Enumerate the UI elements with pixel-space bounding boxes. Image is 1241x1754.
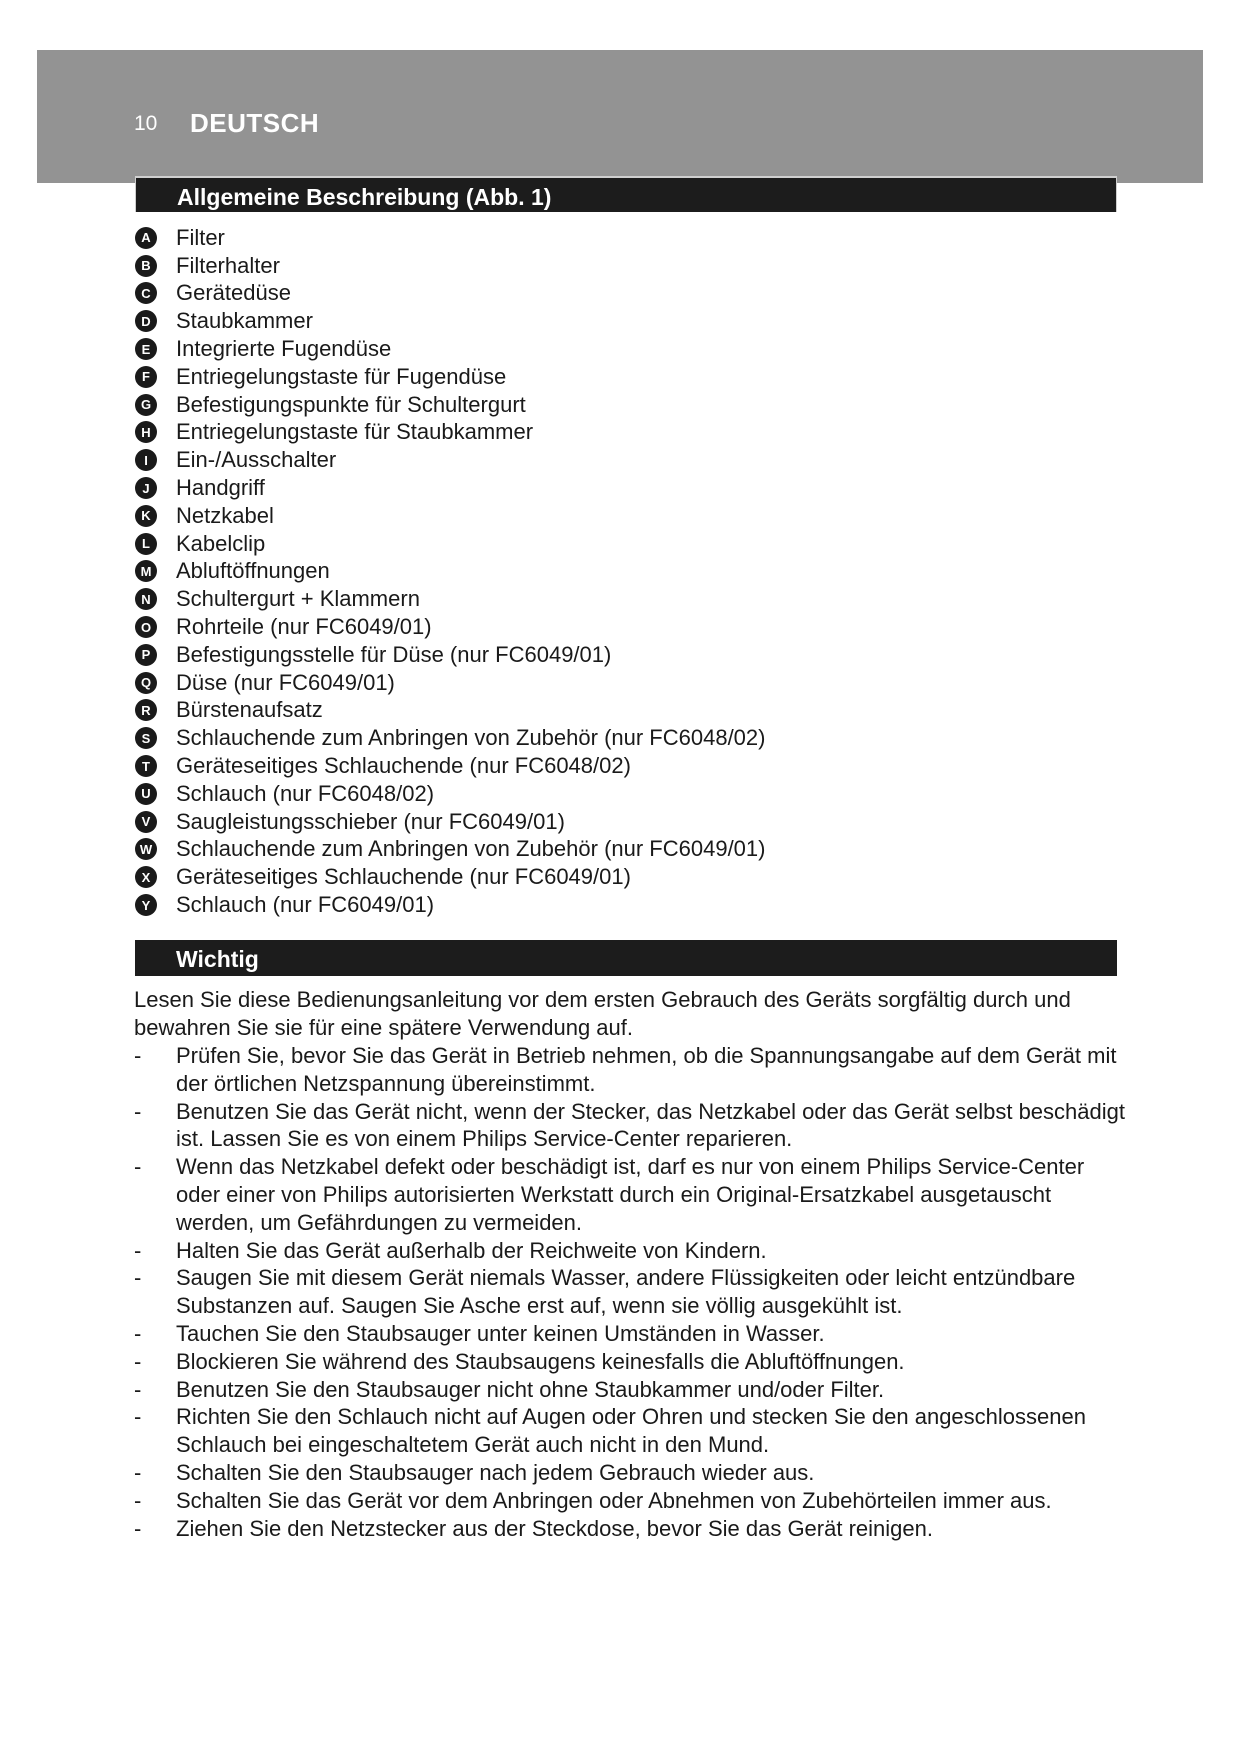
- list-item: [135, 752, 1035, 780]
- warning-item: [134, 1515, 1134, 1543]
- part-label: Gerätedüse: [176, 280, 291, 306]
- bullet-dash: -: [134, 1515, 142, 1541]
- list-item: [135, 641, 1035, 669]
- list-item: [135, 474, 1035, 502]
- bullet-dash: -: [134, 1348, 142, 1374]
- warning-text: Prüfen Sie, bevor Sie das Gerät in Betrieb nehmen, ob die Spannungsangabe auf dem Gerät mit der örtlichen Netzspannung übereinstimmt.: [176, 1043, 1117, 1096]
- bullet-dash: -: [134, 1404, 142, 1430]
- parts-list: [135, 224, 1035, 919]
- letter-badge: L: [135, 533, 157, 555]
- section-header-important: [135, 940, 1117, 976]
- part-label: Schultergurt + Klammern: [176, 586, 420, 612]
- letter-badge: N: [135, 588, 157, 610]
- warning-text: Wenn das Netzkabel defekt oder beschädigt ist, darf es nur von einem Philips Service-Center oder einer von Philips autorisierten Werkstatt durch ein Original-Ersatzkabel ausgetauscht werden, um Gefährdungen zu vermeiden.: [176, 1154, 1085, 1235]
- letter-badge: P: [135, 644, 157, 666]
- part-label: Befestigungspunkte für Schultergurt: [176, 391, 526, 417]
- warning-text: Ziehen Sie den Netzstecker aus der Steckdose, bevor Sie das Gerät reinigen.: [176, 1515, 933, 1541]
- warning-item: [134, 1348, 1134, 1376]
- warning-text: Benutzen Sie den Staubsauger nicht ohne Staubkammer und/oder Filter.: [176, 1376, 885, 1402]
- list-item: [135, 252, 1035, 280]
- part-label: Entriegelungstaste für Fugendüse: [176, 363, 507, 389]
- bullet-dash: -: [134, 1237, 142, 1263]
- part-label: Schlauchende zum Anbringen von Zubehör (nur FC6049/01): [176, 836, 766, 862]
- letter-badge: K: [135, 505, 157, 527]
- part-label: Saugleistungsschieber (nur FC6049/01): [176, 808, 565, 834]
- part-label: Staubkammer: [176, 308, 313, 334]
- part-label: Rohrteile (nur FC6049/01): [176, 614, 432, 640]
- warning-text: Halten Sie das Gerät außerhalb der Reichweite von Kindern.: [176, 1237, 767, 1263]
- warning-item: [134, 1487, 1134, 1515]
- bullet-dash: -: [134, 1320, 142, 1346]
- letter-badge: I: [135, 449, 157, 471]
- list-item: [135, 446, 1035, 474]
- section-title-description: Allgemeine Beschreibung (Abb. 1): [177, 184, 552, 210]
- part-label: Geräteseitiges Schlauchende (nur FC6048/02): [176, 753, 631, 779]
- warning-text: Schalten Sie den Staubsauger nach jedem Gebrauch wieder aus.: [176, 1459, 815, 1485]
- part-label: Abluftöffnungen: [176, 558, 330, 584]
- warning-text: Blockieren Sie während des Staubsaugens keinesfalls die Abluftöffnungen.: [176, 1348, 905, 1374]
- warning-text: Schalten Sie das Gerät vor dem Anbringen oder Abnehmen von Zubehörteilen immer aus.: [176, 1487, 1052, 1513]
- letter-badge: D: [135, 310, 157, 332]
- part-label: Schlauch (nur FC6048/02): [176, 780, 435, 806]
- letter-badge: Y: [135, 894, 157, 916]
- letter-badge: W: [135, 838, 157, 860]
- letter-badge: G: [135, 394, 157, 416]
- list-item: [135, 224, 1035, 252]
- letter-badge: U: [135, 783, 157, 805]
- list-item: [135, 724, 1035, 752]
- section-header-description: [135, 176, 1117, 212]
- list-item: [135, 780, 1035, 808]
- part-label: Netzkabel: [176, 502, 274, 528]
- letter-badge: T: [135, 755, 157, 777]
- list-item: [135, 558, 1035, 586]
- letter-badge: X: [135, 866, 157, 888]
- list-item: [135, 669, 1035, 697]
- warning-text: Tauchen Sie den Staubsauger unter keinen Umständen in Wasser.: [176, 1320, 825, 1346]
- bullet-dash: -: [134, 1265, 142, 1291]
- letter-badge: O: [135, 616, 157, 638]
- warning-text: Richten Sie den Schlauch nicht auf Augen oder Ohren und stecken Sie den angeschlossenen Schlauch bei eingeschaltetem Gerät auch nicht in den Mund.: [176, 1404, 1086, 1458]
- list-item: [135, 363, 1035, 391]
- letter-badge: H: [135, 421, 157, 443]
- warning-item: [134, 1459, 1134, 1487]
- part-label: Schlauchende zum Anbringen von Zubehör (nur FC6048/02): [176, 725, 766, 751]
- part-label: Kabelclip: [176, 530, 266, 556]
- bullet-dash: -: [134, 1376, 142, 1402]
- list-item: [135, 530, 1035, 558]
- warning-item: [134, 1264, 1134, 1320]
- bullet-dash: -: [134, 1459, 142, 1485]
- letter-badge: B: [135, 255, 157, 277]
- list-item: [135, 891, 1035, 919]
- section-title-important: Wichtig: [176, 946, 259, 972]
- warning-item: [134, 1403, 1134, 1459]
- letter-badge: F: [135, 366, 157, 388]
- part-label: Ein-/Ausschalter: [176, 447, 337, 473]
- part-label: Befestigungsstelle für Düse (nur FC6049/01): [176, 641, 612, 667]
- letter-badge: Q: [135, 672, 157, 694]
- list-item: [135, 502, 1035, 530]
- part-label: Integrierte Fugendüse: [176, 336, 392, 362]
- part-label: Düse (nur FC6049/01): [176, 669, 395, 695]
- letter-badge: C: [135, 282, 157, 304]
- list-item: [135, 280, 1035, 308]
- list-item: [135, 836, 1035, 864]
- letter-badge: V: [135, 811, 157, 833]
- warning-item: [134, 1153, 1134, 1236]
- part-label: Handgriff: [176, 475, 265, 501]
- letter-badge: S: [135, 727, 157, 749]
- part-label: Schlauch (nur FC6049/01): [176, 892, 435, 918]
- warning-item: [134, 1237, 1134, 1265]
- warning-item: [134, 1042, 1134, 1098]
- bullet-dash: -: [134, 1098, 142, 1124]
- bullet-dash: -: [134, 1043, 142, 1068]
- warning-text: Saugen Sie mit diesem Gerät niemals Wasser, andere Flüssigkeiten oder leicht entzündbare Substanzen auf. Saugen Sie Asche erst auf, wenn sie völlig ausgekühlt ist.: [176, 1265, 1076, 1319]
- warning-item: [134, 1376, 1134, 1404]
- list-item: [135, 863, 1035, 891]
- list-item: [135, 391, 1035, 419]
- list-item: [135, 419, 1035, 447]
- part-label: Filter: [176, 224, 225, 250]
- intro-paragraph: Lesen Sie diese Bedienungsanleitung vor dem ersten Gebrauch des Geräts sorgfältig durch und bewahren Sie sie für eine spätere Verwendung auf.: [134, 987, 1071, 1040]
- letter-badge: J: [135, 477, 157, 499]
- warnings-list: [134, 1042, 1134, 1542]
- letter-badge: E: [135, 338, 157, 360]
- letter-badge: A: [135, 227, 157, 249]
- warning-text: Benutzen Sie das Gerät nicht, wenn der Stecker, das Netzkabel oder das Gerät selbst beschädigt ist. Lassen Sie es von einem Philips Service-Center reparieren.: [176, 1098, 1125, 1152]
- letter-badge: M: [135, 560, 157, 582]
- part-label: Bürstenaufsatz: [176, 697, 323, 723]
- list-item: [135, 613, 1035, 641]
- list-item: [135, 808, 1035, 836]
- part-label: Filterhalter: [176, 252, 280, 278]
- letter-badge: R: [135, 699, 157, 721]
- bullet-dash: -: [134, 1487, 142, 1513]
- warning-item: [134, 1320, 1134, 1348]
- list-item: [135, 307, 1035, 335]
- language-heading: DEUTSCH: [190, 108, 320, 138]
- bullet-dash: -: [134, 1154, 142, 1180]
- list-item: [135, 697, 1035, 725]
- list-item: [135, 585, 1035, 613]
- part-label: Geräteseitiges Schlauchende (nur FC6049/01): [176, 864, 631, 890]
- part-label: Entriegelungstaste für Staubkammer: [176, 419, 534, 445]
- warning-item: [134, 1098, 1134, 1154]
- page-number: 10: [134, 112, 158, 135]
- list-item: [135, 335, 1035, 363]
